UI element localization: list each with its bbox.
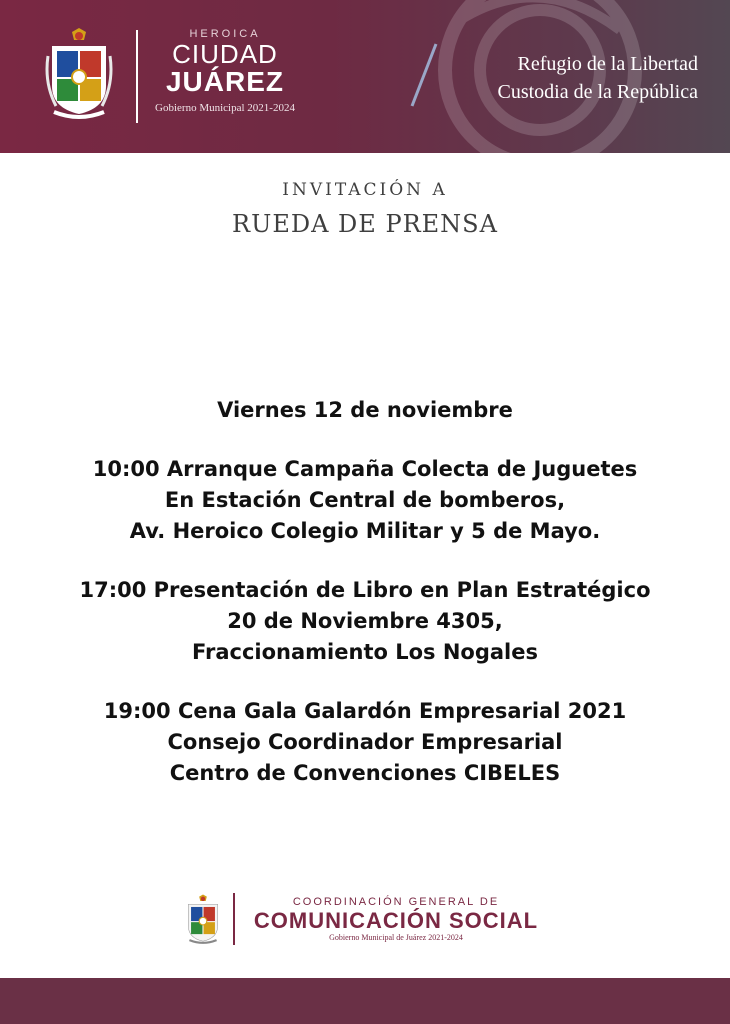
brand-ciudad: CIUDAD — [172, 39, 278, 69]
city-crest-icon — [44, 28, 114, 122]
event-line: Fraccionamiento Los Nogales — [192, 640, 538, 664]
agenda-event-1 — [0, 454, 730, 547]
event-line: Consejo Coordinador Empresarial — [167, 730, 563, 754]
brand-gobierno: Gobierno Municipal 2021-2024 — [155, 102, 295, 114]
coordination-title: COMUNICACIÓN SOCIAL — [253, 908, 539, 933]
brand-heroica: HEROICA — [189, 28, 261, 40]
event-line: Centro de Convenciones CIBELES — [169, 761, 561, 785]
motto — [440, 50, 698, 106]
city-brand — [145, 28, 305, 114]
footer-crest-icon — [184, 894, 222, 946]
agenda — [0, 395, 730, 789]
invitation-label: INVITACIÓN A — [282, 180, 448, 200]
invitation-title: RUEDA DE PRENSA — [232, 210, 498, 238]
header-divider — [136, 30, 138, 123]
footer-divider — [233, 893, 235, 945]
agenda-event-2 — [0, 575, 730, 668]
agenda-date: Viernes 12 de noviembre — [217, 398, 513, 422]
event-line: 17:00 Presentación de Libro en Plan Estratégico — [79, 578, 651, 602]
footer-gobierno: Gobierno Municipal de Juárez 2021-2024 — [329, 933, 463, 942]
event-line: 10:00 Arranque Campaña Colecta de Juguetes — [92, 457, 638, 481]
motto-line-1: Refugio de la Libertad — [517, 53, 698, 75]
event-line: 19:00 Cena Gala Galardón Empresarial 2021 — [103, 699, 627, 723]
header-banner — [0, 0, 730, 153]
footer-logo — [184, 888, 554, 952]
coordination-label: COORDINACIÓN GENERAL DE — [292, 896, 500, 908]
slash-divider-icon — [404, 42, 444, 108]
agenda-event-3 — [0, 696, 730, 789]
bottom-bar — [0, 978, 730, 1024]
motto-line-2: Custodia de la República — [497, 81, 698, 103]
brand-juarez: JUÁREZ — [165, 66, 284, 97]
event-line: Av. Heroico Colegio Militar y 5 de Mayo. — [129, 519, 601, 543]
event-line: En Estación Central de bomberos, — [164, 488, 566, 512]
event-line: 20 de Noviembre 4305, — [227, 609, 503, 633]
